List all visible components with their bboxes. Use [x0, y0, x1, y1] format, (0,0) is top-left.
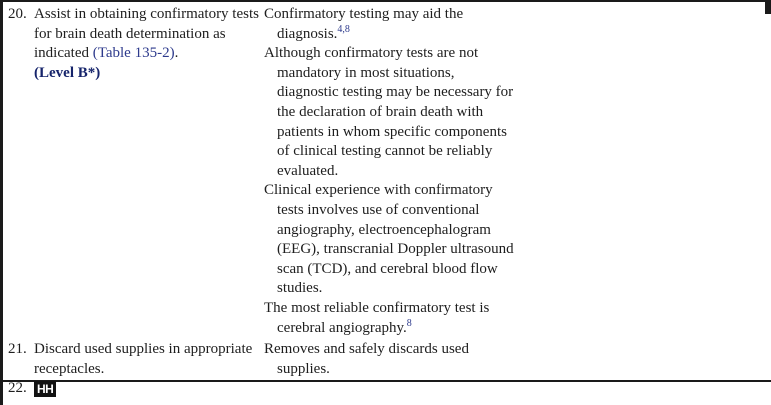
step-text: Assist in obtaining confirmatory tests for brain death determination as indicated	[34, 6, 259, 62]
rationale-cell	[264, 5, 516, 338]
step-row-21	[8, 340, 771, 379]
rationale-cell	[264, 340, 516, 379]
step-number: 22.	[8, 380, 27, 397]
rationale-text: Removes and safely discards used supplies.	[264, 341, 469, 377]
rationale-text: The most reliable confirmatory test is cerebral angiography.	[264, 299, 490, 336]
left-border	[0, 0, 3, 405]
step-row-20	[8, 5, 771, 338]
rationale-text: Clinical experience with confirmatory tests involves use of conventional angiography, electroencephalogram (EEG), transcranial Doppler ultrasound scan (TCD), and cerebral blood flow studies.	[264, 182, 514, 297]
table-135-2-link[interactable]: (Table 135-2)	[92, 45, 175, 62]
rationale-paragraph	[264, 299, 516, 338]
rationale-text: Confirmatory testing may aid the diagnosis.	[264, 6, 464, 42]
step-text-cell	[34, 379, 262, 399]
rationale-paragraph	[264, 5, 516, 44]
step-text-cell	[34, 5, 262, 83]
top-border	[0, 0, 771, 2]
rationale-paragraph	[264, 181, 516, 299]
step-number: 21.	[8, 341, 27, 358]
steps-rationale-table	[8, 5, 771, 399]
rationale-paragraph	[264, 44, 516, 181]
step-number: 20.	[8, 6, 27, 22]
hand-hygiene-icon: HH	[34, 381, 56, 397]
rationale-text: Although confirmatory tests are not mandatory in most situations, diagnostic testing may be necessary for the declaration of brain death with patients in whom specific components of clinical testing cannot be reliably evaluated.	[264, 45, 514, 179]
step-text-period: .	[174, 45, 179, 62]
step-text-cell	[34, 340, 262, 379]
step-row-22	[8, 379, 771, 399]
step-text: Discard used supplies in appropriate receptacles.	[34, 341, 253, 377]
evidence-level-label: (Level B*)	[34, 64, 101, 81]
citation-superscript[interactable]: 8	[406, 317, 412, 329]
rationale-paragraph	[264, 340, 516, 379]
citation-superscript[interactable]: 4,8	[337, 23, 350, 35]
